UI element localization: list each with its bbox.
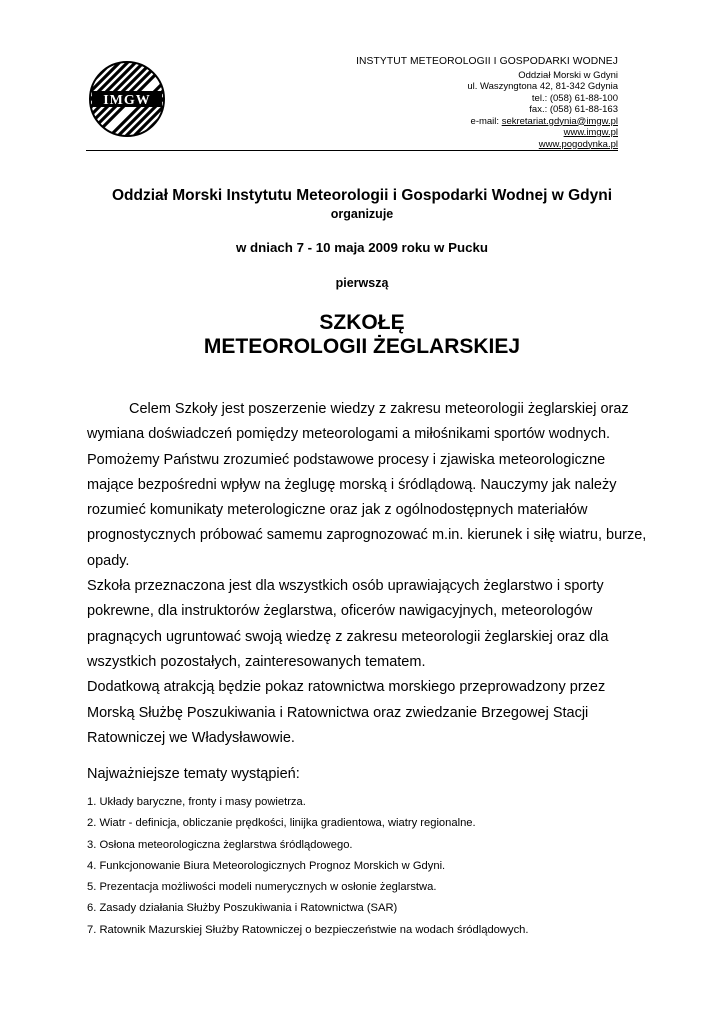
email-link[interactable]: sekretariat.gdynia@imgw.pl [501, 115, 618, 127]
imgw-logo-graphic [88, 60, 166, 138]
organizer-heading: Oddział Morski Instytutu Meteorologii i Gospodarki Wodnej w Gdyni [111, 187, 613, 204]
branch-name: Oddział Morski w Gdyni [518, 69, 618, 81]
list-item: 7. Ratownik Mazurskiej Służby Ratowniczej o bezpieczeństwie na wodach śródlądowych. [87, 923, 529, 936]
list-item: 1. Układy baryczne, fronty i masy powietrza. [87, 796, 306, 808]
paragraph-audience: Szkoła przeznaczona jest dla wszystkich osób uprawiających żeglarstwo i sporty pokrewne, dla instruktorów żeglarstwa, oficerów nawigacyjnych, meteorologów pragnących ugruntować swoją wiedzę z zakresu meteorologii żeglarskiej oraz dla wszystkich pozostałych, zainteresowanych tematem. [87, 578, 609, 670]
list-item: 2. Wiatr - definicja, obliczanie prędkości, linijka gradientowa, wiatry regionalne. [87, 817, 476, 830]
list-item: 3. Osłona meteorologiczna żeglarstwa śródlądowego. [87, 838, 353, 851]
first-edition-text: pierwszą [335, 276, 389, 290]
telephone: tel.: (058) 61-88-100 [531, 92, 618, 104]
paragraph-attraction: Dodatkową atrakcją będzie pokaz ratownictwa morskiego przeprowadzony przez Morską Służbę Poszukiwania i Ratownictwa oraz zwiedzanie Brzegowej Stacji Ratowniczej we Władysławowie. [87, 679, 606, 746]
event-dates: w dniach 7 - 10 maja 2009 roku w Pucku [235, 240, 488, 255]
fax: fax.: (058) 61-88-163 [529, 104, 618, 115]
list-item: 6. Zasady działania Służby Poszukiwania i Ratownictwa (SAR) [87, 902, 398, 915]
website-pogodynka-link[interactable]: www.pogodynka.pl [538, 138, 618, 150]
list-item: 5. Prezentacja możliwości modeli numerycznych w osłonie żeglarstwa. [87, 881, 437, 894]
website-imgw-link[interactable]: www.imgw.pl [563, 127, 618, 138]
paragraph-goal: Celem Szkoły jest poszerzenie wiedzy z zakresu meteorologii żeglarskiej oraz wymiana doświadczeń pomiędzy meteorologami a miłośnikami sportów wodnych. Pomożemy Państwu zrozumieć podstawowe procesy i zjawiska meteorologiczne mające bezpośredni wpływ na żeglugę morską i śródlądową. Nauczymy jak należy rozumieć komunikaty meterologiczne oraz jak z ogólnodostępnych materiałów prognostycznych próbować samemu zaprognozować m.in. kierunek i siłę wiatru, burze, opady. [87, 401, 647, 569]
description-body [87, 397, 647, 751]
list-item: 4. Funkcjonowanie Biura Meteorologicznych Prognoz Morskich w Gdyni. [87, 859, 446, 872]
organizes-text: organizuje [330, 207, 394, 221]
school-title-line2: METEOROLOGII ŻEGLARSKIEJ [203, 335, 521, 358]
school-title-line1: SZKOŁĘ [319, 311, 405, 334]
institute-name: INSTYTUT METEOROLOGII I GOSPODARKI WODNEJ [356, 56, 618, 67]
email-line [356, 116, 618, 128]
header-divider [86, 150, 618, 151]
address: ul. Waszyngtona 42, 81-342 Gdynia [467, 81, 618, 92]
imgw-logo [88, 60, 166, 138]
email-label: e-mail: [470, 115, 502, 127]
topics-heading: Najważniejsze tematy wystąpień: [87, 766, 300, 782]
logo-lettering: IMGW [103, 93, 151, 108]
institution-header [356, 56, 618, 150]
topics-list [87, 792, 529, 941]
